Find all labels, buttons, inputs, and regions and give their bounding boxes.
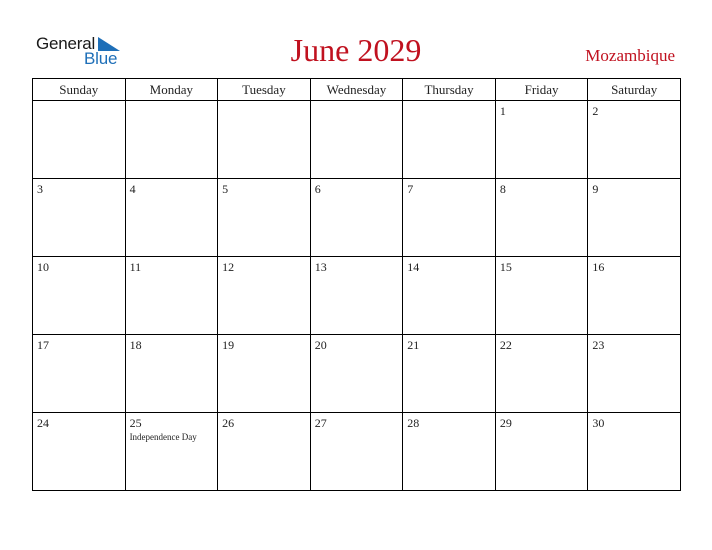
day-cell: [495, 101, 588, 179]
day-number: 2: [592, 104, 599, 118]
day-cell: [218, 101, 311, 179]
calendar-grid: [32, 78, 681, 491]
day-cell: [403, 257, 496, 335]
logo-word-general: General: [36, 34, 96, 53]
day-cell: [125, 335, 218, 413]
day-number: 26: [222, 416, 235, 430]
day-cell: [125, 413, 218, 491]
day-cell: [495, 179, 588, 257]
day-cell: [218, 335, 311, 413]
day-cell: [310, 101, 403, 179]
day-cell: [33, 413, 126, 491]
day-number: 28: [407, 416, 420, 430]
day-number: 14: [407, 260, 420, 274]
day-cell: [403, 413, 496, 491]
day-cell: [588, 101, 681, 179]
day-cell: [588, 257, 681, 335]
day-cell: [33, 257, 126, 335]
day-cell: [495, 335, 588, 413]
week-row: [33, 413, 681, 491]
weekday-header: Thursday: [403, 79, 496, 101]
holiday-label: Independence Day: [129, 432, 197, 442]
country-name: Mozambique: [585, 46, 675, 65]
day-number: 9: [592, 182, 599, 196]
day-number: 29: [499, 416, 512, 430]
day-cell: [310, 335, 403, 413]
day-number: 13: [314, 260, 327, 274]
day-cell: [33, 335, 126, 413]
day-cell: [310, 257, 403, 335]
day-number: 8: [499, 182, 506, 196]
day-number: 22: [499, 338, 512, 352]
day-cell: [588, 179, 681, 257]
day-cell: [33, 179, 126, 257]
day-number: 24: [37, 416, 49, 430]
weekday-header-row: [33, 79, 681, 101]
weekday-header: Tuesday: [218, 79, 311, 101]
day-number: 23: [592, 338, 605, 352]
day-cell: [310, 413, 403, 491]
day-number: 17: [37, 338, 49, 352]
day-number: 20: [314, 338, 327, 352]
day-number: 7: [407, 182, 414, 196]
week-row: [33, 335, 681, 413]
logo-word-blue: Blue: [84, 49, 118, 68]
day-number: 15: [499, 260, 512, 274]
day-number: 3: [37, 182, 43, 196]
day-cell: [218, 179, 311, 257]
day-number: 19: [222, 338, 235, 352]
day-cell: [125, 179, 218, 257]
weekday-header: Wednesday: [310, 79, 403, 101]
day-number: 4: [129, 182, 136, 196]
page-title: June 2029: [290, 32, 422, 68]
day-number: 5: [222, 182, 229, 196]
weekday-header: Saturday: [588, 79, 681, 101]
day-number: 10: [37, 260, 49, 274]
weekday-header: Monday: [125, 79, 218, 101]
weekday-header: Sunday: [33, 79, 126, 101]
day-number: 18: [129, 338, 142, 352]
week-row: [33, 101, 681, 179]
day-cell: [403, 179, 496, 257]
day-cell: [403, 101, 496, 179]
day-cell: [588, 413, 681, 491]
day-cell: [125, 101, 218, 179]
day-number: 6: [314, 182, 321, 196]
week-row: [33, 179, 681, 257]
day-cell: [33, 101, 126, 179]
day-number: 12: [222, 260, 235, 274]
day-cell: [495, 413, 588, 491]
day-cell: [495, 257, 588, 335]
day-number: 30: [592, 416, 605, 430]
day-cell: [218, 413, 311, 491]
week-row: [33, 257, 681, 335]
day-cell: [125, 257, 218, 335]
day-cell: [403, 335, 496, 413]
day-number: 16: [592, 260, 605, 274]
day-number: 11: [129, 260, 142, 274]
day-number: 25: [129, 416, 142, 430]
weekday-header: Friday: [495, 79, 588, 101]
day-number: 27: [314, 416, 327, 430]
day-cell: [218, 257, 311, 335]
day-number: 21: [407, 338, 420, 352]
day-cell: [310, 179, 403, 257]
day-number: 1: [499, 104, 506, 118]
day-cell: [588, 335, 681, 413]
